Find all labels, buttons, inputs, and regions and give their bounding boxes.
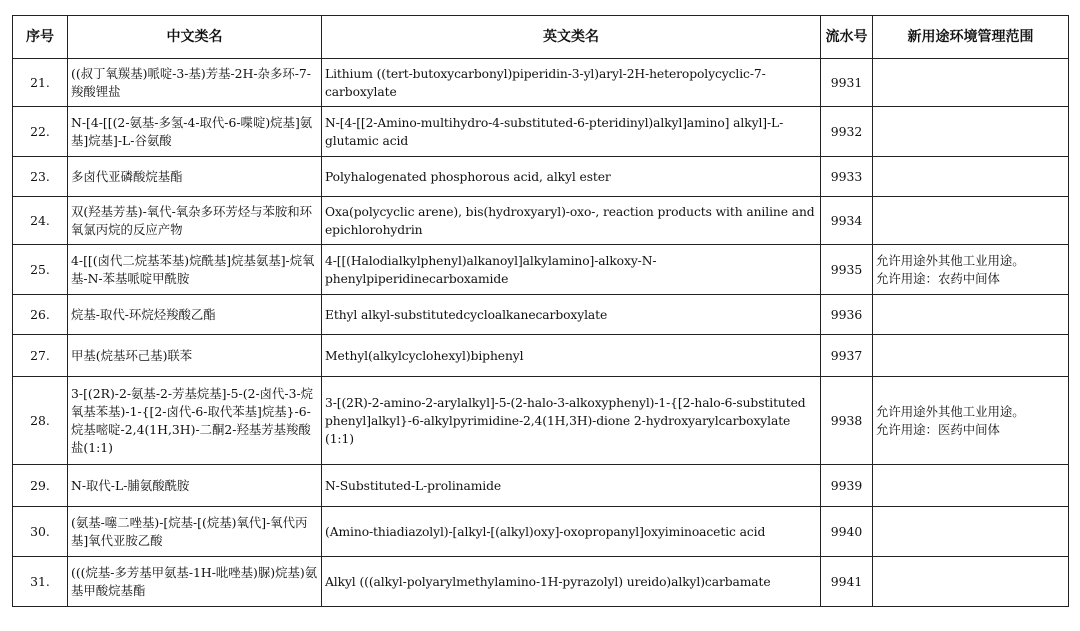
table-row [13,295,1069,335]
serial-number: 9941 [821,557,873,607]
table-row [13,335,1069,377]
usage-scope-line: 允许用途：医药中间体 [876,421,1000,437]
table-row [13,377,1069,465]
usage-scope [873,507,1069,557]
serial-number: 9936 [821,295,873,335]
english-name: N-[4-[[2-Amino-multihydro-4-substituted-6-pteridinyl)alkyl]amino] alkyl]-L-glutamic acid [322,107,821,157]
row-number: 28. [13,377,68,465]
english-name: Oxa(polycyclic arene), bis(hydroxyaryl)-oxo-, reaction products with aniline and epichlorohydrin [322,197,821,245]
serial-number: 9932 [821,107,873,157]
serial-number: 9935 [821,245,873,295]
table-header-row [13,16,1069,59]
row-number: 27. [13,335,68,377]
chinese-name: 4-[[(卤代二烷基苯基)烷酰基]烷基氨基]-烷氧基-N-苯基哌啶甲酰胺 [68,245,322,295]
header-serial: 流水号 [821,16,873,59]
chinese-name: 3-[(2R)-2-氨基-2-芳基烷基]-5-(2-卤代-3-烷氧基苯基)-1-{[2-卤代-6-取代苯基]烷基}-6-烷基嘧啶-2,4(1H,3H)-二酮2-羟基芳基羧酸盐(1:1) [68,377,322,465]
table-row [13,557,1069,607]
chinese-name: 双(羟基芳基)-氧代-氧杂多环芳烃与苯胺和环氧氯丙烷的反应产物 [68,197,322,245]
serial-number: 9934 [821,197,873,245]
english-name: N-Substituted-L-prolinamide [322,465,821,507]
row-number: 23. [13,157,68,197]
usage-scope [873,557,1069,607]
english-name: 3-[(2R)-2-amino-2-arylalkyl]-5-(2-halo-3-alkoxyphenyl)-1-{[2-halo-6-substituted phenyl]alkyl}-6-alkylpyrimidine-2,4(1H,3H)-dione 2-hydroxyarylcarboxylate (1:1) [322,377,821,465]
usage-scope [873,245,1069,295]
table-row [13,157,1069,197]
english-name: Ethyl alkyl-substitutedcycloalkanecarboxylate [322,295,821,335]
chinese-name: (((烷基-多芳基甲氨基-1H-吡唑基)脲)烷基)氨基甲酸烷基酯 [68,557,322,607]
header-scope: 新用途环境管理范围 [873,16,1069,59]
table-row [13,245,1069,295]
usage-scope [873,335,1069,377]
chinese-name: N-取代-L-脯氨酸酰胺 [68,465,322,507]
usage-scope [873,295,1069,335]
serial-number: 9940 [821,507,873,557]
serial-number: 9931 [821,59,873,107]
header-cn-name: 中文类名 [68,16,322,59]
usage-scope [873,157,1069,197]
usage-scope [873,377,1069,465]
chinese-name: ((叔丁氧羰基)哌啶-3-基)芳基-2H-杂多环-7-羧酸锂盐 [68,59,322,107]
serial-number: 9938 [821,377,873,465]
row-number: 24. [13,197,68,245]
chinese-name: N-[4-[[(2-氨基-多氢-4-取代-6-喋啶)烷基]氨基]烷基]-L-谷氨酸 [68,107,322,157]
table-body [13,59,1069,607]
header-no: 序号 [13,16,68,59]
english-name: (Amino-thiadiazolyl)-[alkyl-[(alkyl)oxy]-oxopropanyl]oxyiminoacetic acid [322,507,821,557]
table-row [13,59,1069,107]
serial-number: 9939 [821,465,873,507]
row-number: 22. [13,107,68,157]
english-name: 4-[[(Halodialkylphenyl)alkanoyl]alkylamino]-alkoxy-N-phenylpiperidinecarboxamide [322,245,821,295]
row-number: 30. [13,507,68,557]
serial-number: 9937 [821,335,873,377]
usage-scope-line: 允许用途外其他工业用途。 [876,252,1025,268]
header-en-name: 英文类名 [322,16,821,59]
english-name: Methyl(alkylcyclohexyl)biphenyl [322,335,821,377]
usage-scope [873,107,1069,157]
chinese-name: 烷基-取代-环烷烃羧酸乙酯 [68,295,322,335]
english-name: Alkyl (((alkyl-polyarylmethylamino-1H-pyrazolyl) ureido)alkyl)carbamate [322,557,821,607]
chemical-list-table [12,15,1069,607]
row-number: 29. [13,465,68,507]
chinese-name: (氨基-噻二唑基)-[烷基-[(烷基)氧代]-氧代丙基]氧代亚胺乙酸 [68,507,322,557]
english-name: Polyhalogenated phosphorous acid, alkyl ester [322,157,821,197]
row-number: 25. [13,245,68,295]
row-number: 21. [13,59,68,107]
usage-scope [873,197,1069,245]
serial-number: 9933 [821,157,873,197]
usage-scope [873,465,1069,507]
row-number: 26. [13,295,68,335]
usage-scope-line: 允许用途外其他工业用途。 [876,403,1025,419]
usage-scope [873,59,1069,107]
table-row [13,107,1069,157]
table-row [13,507,1069,557]
english-name: Lithium ((tert-butoxycarbonyl)piperidin-3-yl)aryl-2H-heteropolycyclic-7-carboxylate [322,59,821,107]
table-row [13,465,1069,507]
row-number: 31. [13,557,68,607]
chinese-name: 甲基(烷基环己基)联苯 [68,335,322,377]
usage-scope-line: 允许用途：农药中间体 [876,270,1000,286]
chinese-name: 多卤代亚磷酸烷基酯 [68,157,322,197]
table-row [13,197,1069,245]
